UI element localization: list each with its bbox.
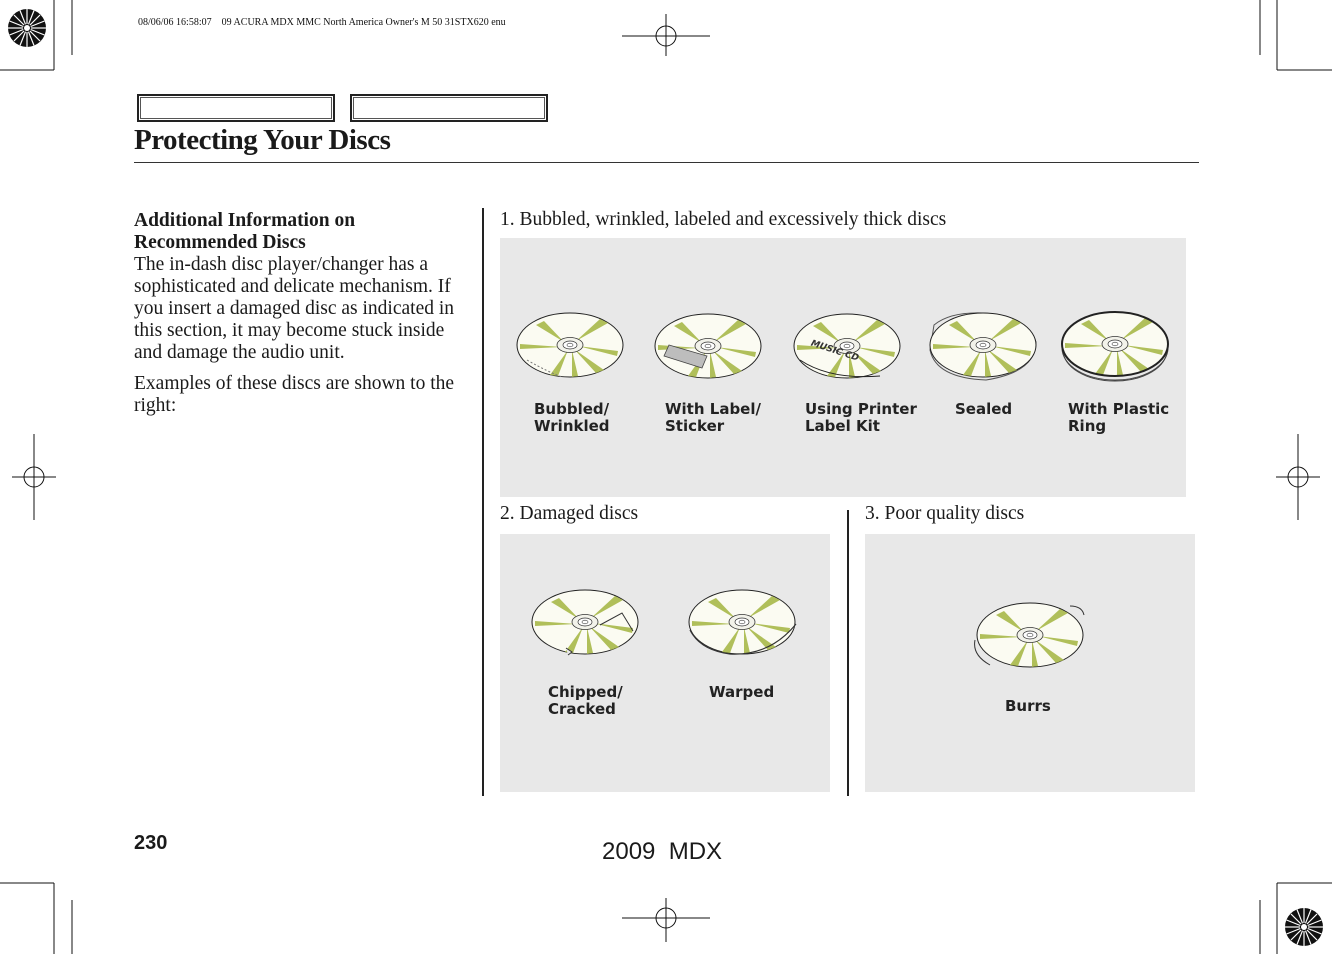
label-burrs-line1: Burrs [1005, 697, 1051, 715]
label-with-label-line1: With Label/ [665, 400, 761, 418]
printer-kit-disc-text: MUSIC CD [809, 338, 860, 364]
label-chipped-line2: Cracked [548, 700, 616, 718]
sunburst-mark-icon [1285, 908, 1323, 946]
page-title: Protecting Your Discs [134, 124, 391, 156]
section-1-heading: 1. Bubbled, wrinkled, labeled and excessively thick discs [500, 209, 947, 230]
info-paragraph-2: Examples of these discs are shown to the right: [134, 373, 455, 416]
crosshair-mark-icon [622, 14, 710, 56]
disc-bubbled-icon [517, 313, 623, 377]
label-plastic-ring-line2: Ring [1068, 417, 1107, 435]
label-printer-kit-line2: Label Kit [805, 417, 880, 435]
section-2-heading: 2. Damaged discs [500, 503, 639, 524]
disc-burrs-icon [975, 603, 1084, 667]
label-plastic-ring-line1: With Plastic [1068, 400, 1170, 418]
info-paragraph-1: The in-dash disc player/changer has a sophisticated and delicate mechanism. If you insert a damaged disc as indicated in this section, it may become stuck inside and damage the audio unit. [134, 254, 455, 363]
disc-plastic-ring-icon [1062, 312, 1168, 381]
section-3-heading: 3. Poor quality discs [865, 503, 1025, 524]
label-bubbled-line1: Bubbled/ [534, 400, 610, 418]
label-sealed-line1: Sealed [955, 400, 1013, 418]
crosshair-mark-icon [12, 434, 56, 520]
footer-model: 2009 MDX [602, 838, 723, 865]
label-printer-kit-line1: Using Printer [805, 400, 917, 418]
label-with-label-line2: Sticker [665, 417, 725, 435]
label-warped-line1: Warped [709, 683, 775, 701]
disc-with-label-icon [655, 314, 761, 378]
label-chipped-line1: Chipped/ [548, 683, 623, 701]
print-header: 08/06/06 16:58:07 09 ACURA MDX MMC North America Owner's M 50 31STX620 enu [138, 17, 506, 28]
info-heading-line1: Additional Information on [134, 210, 356, 231]
disc-warped-icon [689, 590, 796, 654]
disc-sealed-icon [930, 313, 1036, 380]
sunburst-mark-icon [8, 9, 46, 47]
disc-chipped-icon [532, 590, 638, 655]
crosshair-mark-icon [622, 898, 710, 942]
disc-printer-label-icon [794, 314, 900, 378]
crosshair-mark-icon [1276, 434, 1320, 520]
info-heading-line2: Recommended Discs [134, 232, 306, 253]
page-number: 230 [134, 832, 168, 854]
label-bubbled-line2: Wrinkled [534, 417, 610, 435]
